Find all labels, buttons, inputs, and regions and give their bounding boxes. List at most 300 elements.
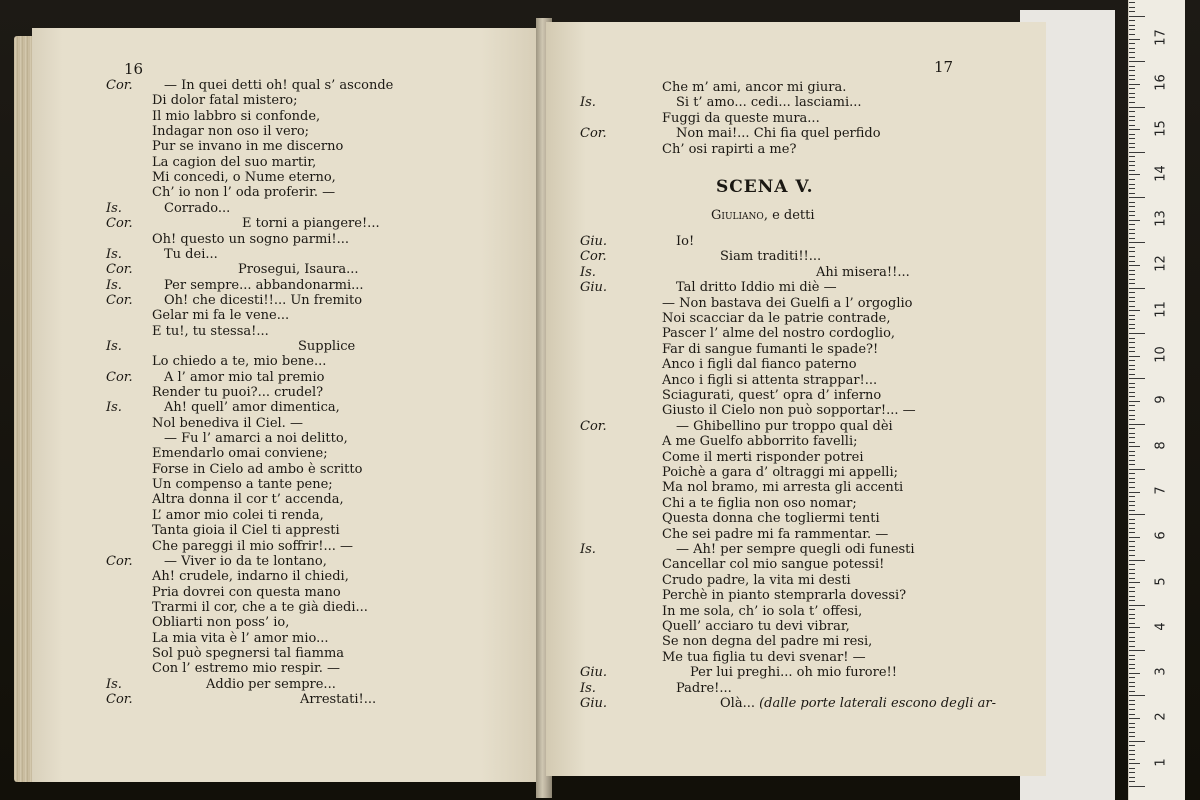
speaker-label: Cor.	[106, 292, 133, 308]
ruler-tick	[1129, 650, 1145, 651]
ruler-tick	[1129, 301, 1135, 302]
speaker-label: Is.	[106, 200, 122, 216]
ruler-tick	[1129, 686, 1135, 687]
ruler-tick	[1129, 695, 1145, 696]
ruler-tick	[1129, 550, 1135, 551]
verse-line: Nol benediva il Ciel. —	[152, 415, 303, 431]
verse-line: — Ghibellino pur troppo qual dèi	[676, 418, 893, 434]
verse-line: Pascer l’ alme del nostro cordoglio,	[662, 326, 896, 342]
ruler-tick	[1129, 627, 1140, 628]
ruler-tick	[1129, 655, 1135, 656]
ruler-tick	[1129, 147, 1135, 148]
ruler-number: 7	[1153, 486, 1169, 495]
ruler-tick	[1129, 29, 1135, 30]
ruler-tick	[1129, 319, 1135, 320]
verse-line: Che m’ ami, ancor mi giura.	[662, 80, 847, 95]
ruler-tick	[1129, 179, 1135, 180]
ruler-tick	[1129, 34, 1135, 35]
ruler-tick	[1129, 609, 1135, 610]
ruler-tick	[1129, 197, 1145, 198]
speaker-label: Cor.	[106, 553, 133, 569]
ruler-tick	[1129, 519, 1135, 520]
speaker-label: Is.	[106, 338, 122, 354]
ruler-tick	[1129, 664, 1135, 665]
verse-line: Oh! questo un sogno parmi!...	[152, 231, 350, 247]
ruler-tick	[1129, 451, 1135, 452]
verse-line: — Fu l’ amarci a noi delitto,	[164, 431, 348, 447]
ruler-tick	[1129, 11, 1135, 12]
ruler-tick	[1129, 614, 1135, 615]
verse-line: E torni a piangere!...	[242, 216, 380, 232]
ruler-tick	[1129, 107, 1145, 108]
ruler-tick	[1129, 677, 1135, 678]
verse-line: Olà... (dalle porte laterali escono degli ar-	[720, 696, 996, 711]
verse-line: La cagion del suo martir,	[152, 154, 317, 170]
speaker-label: Giu.	[580, 280, 608, 296]
verse-line: Forse in Cielo ad ambo è scritto	[152, 461, 363, 477]
speaker-label: Giu.	[580, 665, 608, 681]
verse-line: Come il merti risponder potrei	[662, 449, 864, 465]
ruler-number: 6	[1153, 531, 1169, 540]
ruler-tick	[1129, 482, 1135, 483]
ruler-tick	[1129, 573, 1135, 574]
ruler-number: 13	[1153, 210, 1169, 227]
verse-line: Il mio labbro si confonde,	[152, 108, 321, 124]
ruler-tick	[1129, 659, 1135, 660]
ruler-tick	[1129, 759, 1135, 760]
ruler-tick	[1129, 292, 1135, 293]
verse-line: Prosegui, Isaura...	[238, 262, 359, 278]
verse-line: Per sempre... abbandonarmi...	[164, 277, 364, 293]
ruler-tick	[1129, 256, 1135, 257]
ruler-tick	[1129, 569, 1135, 570]
verse-line: Tanta gioia il Ciel ti appresti	[152, 523, 340, 539]
left-page	[32, 28, 542, 782]
ruler-tick	[1129, 723, 1135, 724]
ruler-tick	[1129, 70, 1135, 71]
ruler-tick	[1129, 274, 1135, 275]
verse-line: Questa donna che togliermi tenti	[662, 511, 880, 527]
verse-line: Crudo padre, la vita mi desti	[662, 572, 851, 588]
ruler-tick	[1129, 446, 1140, 447]
ruler-tick	[1129, 442, 1135, 443]
verse-line: Se non degna del padre mi resi,	[662, 634, 873, 650]
verse-line: Cancellar col mio sangue potessi!	[662, 557, 885, 573]
verse-line: Di dolor fatal mistero;	[152, 93, 298, 109]
verse-line: Ch’ osi rapirti a me?	[662, 141, 797, 157]
verse-line: Poichè a gara d’ oltraggi mi appelli;	[662, 465, 898, 480]
speaker-label: Cor.	[580, 249, 607, 265]
ruler-tick	[1129, 48, 1135, 49]
verse-line: Indagar non oso il vero;	[152, 124, 310, 140]
ruler-tick	[1129, 52, 1135, 53]
verse-line: Render tu puoi?... crudel?	[152, 385, 324, 400]
right-page	[546, 22, 1046, 776]
ruler-tick	[1129, 102, 1135, 103]
ruler-tick	[1129, 714, 1135, 715]
ruler-tick	[1129, 768, 1135, 769]
verse-line: Supplice	[298, 338, 356, 354]
ruler-tick	[1129, 7, 1135, 8]
ruler-tick	[1129, 637, 1135, 638]
ruler-tick	[1129, 238, 1135, 239]
scene-title: SCENA V.	[716, 177, 814, 197]
ruler-tick	[1129, 333, 1145, 334]
ruler-number: 2	[1153, 712, 1169, 722]
verse-line: Ma nol bramo, mi arresta gli accenti	[662, 480, 904, 496]
verse-line: Chi a te figlia non oso nomar;	[662, 495, 857, 511]
verse-line: Altra donna il cor t’ accenda,	[152, 492, 344, 508]
ruler-tick	[1129, 2, 1135, 3]
ruler-number: 5	[1153, 576, 1169, 586]
ruler-tick	[1129, 220, 1140, 221]
ruler-tick	[1129, 138, 1135, 139]
ruler-tick	[1129, 682, 1135, 683]
ruler-number: 3	[1153, 667, 1169, 676]
ruler-tick	[1129, 152, 1145, 153]
ruler-tick	[1129, 365, 1135, 366]
ruler-tick	[1129, 270, 1135, 271]
verse-line: Pur se invano in me discerno	[152, 139, 344, 155]
ruler-tick	[1129, 61, 1145, 62]
ruler-tick	[1129, 374, 1135, 375]
ruler-tick	[1129, 387, 1135, 388]
verse-line: Arrestati!...	[300, 692, 377, 707]
ruler-tick	[1129, 215, 1135, 216]
ruler-tick	[1129, 120, 1135, 121]
ruler-tick	[1129, 750, 1135, 751]
verse-line: Addio per sempre...	[206, 676, 336, 692]
ruler-tick	[1129, 129, 1140, 130]
verse-line: Mi concedi, o Nume eterno,	[152, 170, 336, 186]
ruler-number: 14	[1153, 165, 1169, 182]
verse-line: Ah! crudele, indarno il chiedi,	[152, 569, 349, 585]
ruler-tick	[1129, 510, 1135, 511]
verse-line: Sciagurati, quest’ opra d’ inferno	[662, 388, 882, 403]
ruler-tick	[1129, 315, 1135, 316]
verse-line: La mia vita è l’ amor mio...	[152, 630, 329, 646]
ruler-number: 15	[1153, 119, 1169, 137]
ruler-tick	[1129, 528, 1135, 529]
ruler-tick	[1129, 424, 1145, 425]
speaker-label: Cor.	[106, 216, 133, 232]
ruler-tick	[1129, 93, 1135, 94]
ruler-tick	[1129, 596, 1135, 597]
ruler-tick	[1129, 66, 1135, 67]
ruler-tick	[1129, 736, 1135, 737]
ruler-tick	[1129, 134, 1135, 135]
ruler-tick	[1129, 727, 1135, 728]
ruler-number: 4	[1153, 622, 1169, 631]
verse-line: E tu!, tu stessa!...	[152, 323, 269, 339]
ruler-tick	[1129, 306, 1135, 307]
ruler-tick	[1129, 342, 1135, 343]
ruler-tick	[1129, 419, 1135, 420]
ruler-tick	[1129, 555, 1135, 556]
right-page-number: 17	[934, 58, 954, 76]
ruler-tick	[1129, 405, 1135, 406]
ruler-tick	[1129, 79, 1135, 80]
ruler-tick	[1129, 328, 1135, 329]
ruler-tick	[1129, 582, 1140, 583]
scene-character-name: Giuliano	[711, 208, 764, 223]
ruler-tick	[1129, 709, 1135, 710]
ruler-tick	[1129, 57, 1135, 58]
ruler-tick	[1129, 165, 1135, 166]
ruler-tick	[1129, 184, 1135, 185]
ruler-tick	[1129, 541, 1135, 542]
verse-line: Io!	[676, 234, 695, 249]
ruler-tick	[1129, 111, 1135, 112]
ruler-tick	[1129, 646, 1135, 647]
ruler-tick	[1129, 251, 1135, 252]
ruler-tick	[1129, 772, 1135, 773]
verse-line: Anco i figli si attenta strappar!...	[662, 372, 878, 388]
ruler-tick	[1129, 43, 1135, 44]
speaker-label: Giu.	[580, 696, 608, 711]
speaker-label: Giu.	[580, 234, 608, 249]
ruler-tick	[1129, 116, 1135, 117]
verse-line: Far di sangue fumanti le spade?!	[662, 341, 879, 357]
ruler-tick	[1129, 211, 1135, 212]
verse-line: Gelar mi fa le vene...	[152, 308, 290, 324]
ruler-tick	[1129, 691, 1135, 692]
speaker-label: Cor.	[580, 418, 607, 434]
ruler-tick	[1129, 324, 1135, 325]
verse-line: Sol può spegnersi tal fiamma	[152, 645, 345, 661]
ruler-tick	[1129, 433, 1135, 434]
ruler-tick	[1129, 523, 1135, 524]
left-page-number: 16	[124, 60, 144, 78]
verse-line: Siam traditi!!...	[720, 249, 822, 265]
ruler-number: 10	[1153, 346, 1169, 363]
ruler-tick	[1129, 156, 1135, 157]
ruler-tick	[1129, 401, 1140, 402]
verse-line: Fuggi da queste mura...	[662, 110, 820, 126]
ruler-tick	[1129, 279, 1135, 280]
speaker-label: Cor.	[106, 262, 133, 278]
verse-line: Per lui preghi... oh mio furore!!	[690, 665, 897, 681]
ruler-tick	[1129, 777, 1135, 778]
ruler-tick	[1129, 378, 1145, 379]
verse-line: Tu dei...	[164, 246, 218, 262]
ruler-tick	[1129, 704, 1135, 705]
ruler-number: 9	[1153, 395, 1169, 404]
ruler-tick	[1129, 514, 1145, 515]
speaker-label: Is.	[580, 680, 596, 696]
ruler-tick	[1129, 25, 1135, 26]
ruler-tick	[1129, 700, 1135, 701]
ruler-tick	[1129, 745, 1135, 746]
ruler-number: 16	[1153, 74, 1169, 91]
ruler-tick	[1129, 88, 1135, 89]
verse-line: Ah! quell’ amor dimentica,	[164, 400, 340, 416]
ruler-tick	[1129, 668, 1135, 669]
ruler-tick	[1129, 492, 1140, 493]
verse-line: Che pareggi il mio soffrir!... —	[152, 538, 354, 554]
verse-line: — Ah! per sempre quegli odi funesti	[676, 542, 915, 557]
verse-line: A l’ amor mio tal premio	[164, 369, 325, 385]
verse-line: Obliarti non poss’ io,	[152, 615, 290, 631]
ruler-tick	[1129, 487, 1135, 488]
ruler-tick	[1129, 202, 1135, 203]
ruler-tick	[1129, 161, 1135, 162]
verse-line: Pria dovrei con questa mano	[152, 584, 341, 600]
ruler-tick	[1129, 143, 1135, 144]
ruler-tick	[1129, 75, 1135, 76]
ruler-tick	[1129, 605, 1145, 606]
measuring-ruler	[1128, 0, 1185, 800]
ruler-tick	[1129, 392, 1135, 393]
ruler-tick	[1129, 741, 1145, 742]
ruler-tick	[1129, 781, 1135, 782]
verse-line: Anco i figli dal fianco paterno	[662, 357, 857, 373]
ruler-tick	[1129, 20, 1135, 21]
speaker-label: Is.	[580, 264, 596, 280]
ruler-tick	[1129, 587, 1135, 588]
ruler-tick	[1129, 560, 1145, 561]
verse-line: Lo chiedo a te, mio bene...	[152, 354, 327, 370]
ruler-tick	[1129, 478, 1135, 479]
ruler-tick	[1129, 591, 1135, 592]
ruler-tick	[1129, 360, 1135, 361]
ruler-tick	[1129, 786, 1145, 787]
verse-line: Non mai!... Chi fia quel perfido	[676, 126, 881, 142]
verse-line: Un compenso a tante pene;	[152, 477, 333, 493]
ruler-tick	[1129, 473, 1135, 474]
speaker-label: Is.	[580, 542, 596, 557]
ruler-tick	[1129, 718, 1140, 719]
ruler-tick	[1129, 437, 1135, 438]
verse-line: Si t’ amo... cedi... lasciami...	[676, 95, 862, 111]
ruler-tick	[1129, 369, 1135, 370]
ruler-tick	[1129, 532, 1135, 533]
verse-line: Ahi misera!!...	[816, 264, 910, 280]
ruler-tick	[1129, 16, 1145, 17]
ruler-number: 1	[1153, 758, 1169, 767]
ruler-tick	[1129, 97, 1135, 98]
verse-line: — Viver io da te lontano,	[164, 553, 327, 569]
ruler-tick	[1129, 247, 1135, 248]
verse-line: Corrado...	[164, 200, 231, 216]
verse-line: Quell’ acciaro tu devi vibrar,	[662, 619, 850, 634]
ruler-tick	[1129, 396, 1135, 397]
scene-characters	[711, 208, 815, 223]
speaker-label: Cor.	[106, 692, 133, 707]
verse-line: Perchè in pianto stemprarla dovessi?	[662, 588, 907, 604]
speaker-label: Is.	[106, 400, 122, 416]
ruler-tick	[1129, 578, 1135, 579]
ruler-tick	[1129, 460, 1135, 461]
ruler-tick	[1129, 242, 1145, 243]
ruler-tick	[1129, 261, 1135, 262]
speaker-label: Cor.	[580, 126, 607, 142]
ruler-tick	[1129, 356, 1140, 357]
ruler-tick	[1129, 410, 1135, 411]
verse-line: Ch’ io non l’ oda proferir. —	[152, 185, 336, 201]
ruler-tick	[1129, 351, 1135, 352]
ruler-tick	[1129, 754, 1135, 755]
verse-line: A me Guelfo abborrito favelli;	[662, 434, 858, 450]
verse-line: Padre!...	[676, 680, 732, 696]
verse-line: Me tua figlia tu devi svenar! —	[662, 649, 866, 665]
speaker-label: Is.	[106, 676, 122, 692]
ruler-tick	[1129, 288, 1145, 289]
ruler-number: 17	[1153, 29, 1169, 46]
ruler-tick	[1129, 464, 1135, 465]
ruler-tick	[1129, 415, 1135, 416]
ruler-tick	[1129, 732, 1135, 733]
speaker-label: Is.	[106, 246, 122, 262]
ruler-tick	[1129, 537, 1140, 538]
ruler-tick	[1129, 297, 1135, 298]
verse-line: In me sola, ch’ io sola t’ offesi,	[662, 603, 863, 619]
verse-line: Emendarlo omai conviene;	[152, 446, 328, 462]
ruler-tick	[1129, 338, 1135, 339]
speaker-label: Cor.	[106, 78, 133, 93]
scene-characters-rest: , e detti	[763, 208, 815, 223]
ruler-tick	[1129, 174, 1140, 175]
verse-line: — In quei detti oh! qual s’ asconde	[164, 78, 394, 93]
ruler-tick	[1129, 224, 1135, 225]
verse-line: L’ amor mio colei ti renda,	[152, 507, 324, 523]
speaker-label: Is.	[106, 277, 122, 293]
verse-line: Che sei padre mi fa rammentar. —	[662, 526, 889, 542]
ruler-tick	[1129, 469, 1145, 470]
ruler-tick	[1129, 496, 1135, 497]
ruler-tick	[1129, 618, 1135, 619]
ruler-tick	[1129, 39, 1140, 40]
ruler-tick	[1129, 188, 1135, 189]
ruler-tick	[1129, 455, 1135, 456]
ruler-tick	[1129, 310, 1140, 311]
ruler-number: 8	[1153, 440, 1169, 450]
ruler-tick	[1129, 229, 1135, 230]
ruler-tick	[1129, 206, 1135, 207]
ruler-number: 12	[1153, 255, 1169, 273]
ruler-tick	[1129, 84, 1140, 85]
speaker-label: Is.	[580, 95, 596, 111]
verse-line: Noi scacciar da le patrie contrade,	[662, 311, 891, 326]
verse-line: Tal dritto Iddio mi diè —	[676, 280, 837, 296]
ruler-number: 11	[1153, 300, 1169, 318]
verse-line: Con l’ estremo mio respir. —	[152, 661, 341, 677]
ruler-tick	[1129, 501, 1135, 502]
ruler-tick	[1129, 641, 1135, 642]
ruler-tick	[1129, 170, 1135, 171]
verse-line: Trarmi il cor, che a te già diedi...	[152, 599, 368, 615]
verse-line: Giusto il Cielo non può sopportar!... —	[662, 403, 916, 419]
ruler-tick	[1129, 632, 1135, 633]
verse-line: — Non bastava dei Guelfi a l’ orgoglio	[662, 295, 913, 311]
ruler-tick	[1129, 265, 1140, 266]
ruler-tick	[1129, 428, 1135, 429]
ruler-tick	[1129, 564, 1135, 565]
ruler-tick	[1129, 125, 1135, 126]
ruler-tick	[1129, 383, 1135, 384]
ruler-tick	[1129, 600, 1135, 601]
ruler-tick	[1129, 283, 1135, 284]
ruler-tick	[1129, 673, 1140, 674]
ruler-tick	[1129, 193, 1135, 194]
ruler-tick	[1129, 623, 1135, 624]
ruler-tick	[1129, 347, 1135, 348]
speaker-label: Cor.	[106, 369, 133, 385]
ruler-tick	[1129, 505, 1135, 506]
ruler-tick	[1129, 763, 1140, 764]
verse-line: Oh! che dicesti!!... Un fremito	[164, 292, 363, 308]
ruler-tick	[1129, 546, 1135, 547]
